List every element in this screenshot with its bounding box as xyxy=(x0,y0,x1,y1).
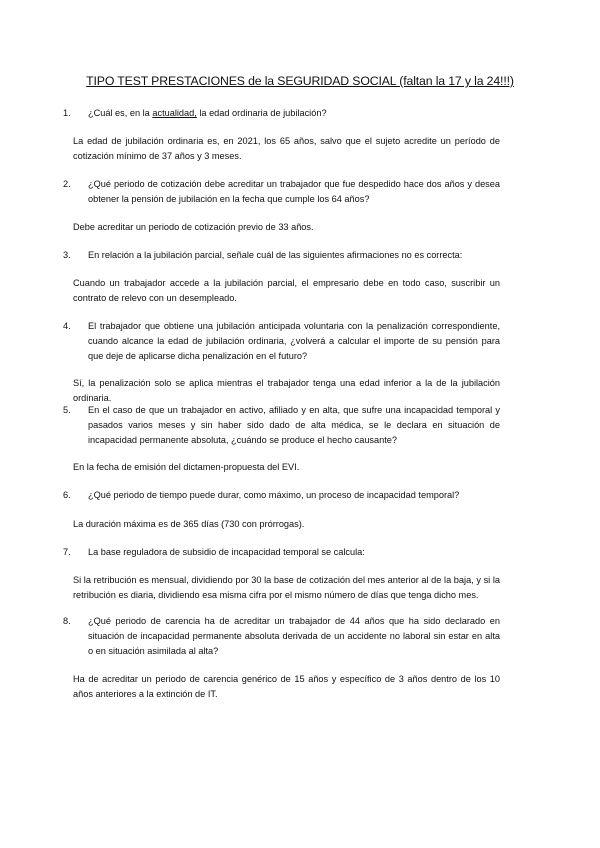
question-2 xyxy=(63,177,500,207)
question-number: 6. xyxy=(63,490,71,500)
document-title: TIPO TEST PRESTACIONES de la SEGURIDAD SOCIAL (faltan la 17 y la 24!!!) xyxy=(86,74,514,88)
answer-8: Ha de acreditar un periodo de carencia genérico de 15 años y específico de 3 años dentro de los 10 años anteriores a la extinción de IT. xyxy=(73,674,500,699)
answer-3: Cuando un trabajador accede a la jubilación parcial, el empresario debe en todo caso, suscribir un contrato de relevo con un desempleado. xyxy=(73,278,500,303)
question-text: En el caso de que un trabajador en activo, afiliado y en alta, que sufre una incapacidad temporal y pasados varios meses y sin haber sido dado de alta médica, se le declara en situación de incapacidad permanente absoluta, ¿cuándo se produce el hecho causante? xyxy=(88,405,500,445)
question-text: En relación a la jubilación parcial, señale cuál de las siguientes afirmaciones no es correcta: xyxy=(88,250,463,260)
question-text: La base reguladora de subsidio de incapacidad temporal se calcula: xyxy=(88,547,365,557)
answer-6: La duración máxima es de 365 días (730 con prórrogas). xyxy=(73,519,305,529)
question-7 xyxy=(63,545,500,560)
answer-4: Sí, la penalización solo se aplica mientras el trabajador tenga una edad inferior a la de la jubilación ordinaria. xyxy=(73,378,500,403)
question-4 xyxy=(63,319,500,364)
question-number: 3. xyxy=(63,250,71,260)
question-text-underlined: actualidad, xyxy=(152,108,197,118)
answer-1: La edad de jubilación ordinaria es, en 2021, los 65 años, salvo que el sujeto acredite un período de cotización mínimo de 37 años y 3 meses. xyxy=(73,136,500,161)
question-number: 7. xyxy=(63,547,71,557)
question-text: ¿Qué periodo de tiempo puede durar, como máximo, un proceso de incapacidad temporal? xyxy=(88,490,460,500)
question-number: 2. xyxy=(63,179,71,189)
question-6 xyxy=(63,488,500,503)
question-text: El trabajador que obtiene una jubilación anticipada voluntaria con la penalización correspondiente, cuando alcance la edad de jubilación ordinaria, ¿volverá a calcular el importe de su pensión para que deje de aplicarse dicha penalización en el futuro? xyxy=(88,321,500,361)
question-8 xyxy=(63,614,500,659)
answer-2: Debe acreditar un periodo de cotización previo de 33 años. xyxy=(73,222,314,232)
question-3 xyxy=(63,248,500,263)
question-text-pre: ¿Cuál es, en la xyxy=(88,108,153,118)
question-5 xyxy=(63,403,500,448)
question-1 xyxy=(63,106,500,121)
question-text-post: la edad ordinaria de jubilación? xyxy=(196,108,327,118)
answer-7: Si la retribución es mensual, dividiendo por 30 la base de cotización del mes anterior al de la baja, y si la retribución es diaria, dividiendo esa misma cifra por el mismo número de días que tenga dicho mes. xyxy=(73,575,500,600)
question-number: 1. xyxy=(63,108,71,118)
question-text: ¿Qué periodo de carencia ha de acreditar un trabajador de 44 años que ha sido declarado en situación de incapacidad permanente absoluta derivada de un accidente no laboral sin estar en alta o en situación asimilada al alta? xyxy=(88,616,500,656)
question-number: 5. xyxy=(63,405,71,415)
question-text: ¿Qué periodo de cotización debe acreditar un trabajador que fue despedido hace dos años y desea obtener la pensión de jubilación en la fecha que cumple los 64 años? xyxy=(88,179,500,204)
answer-5: En la fecha de emisión del dictamen-propuesta del EVI. xyxy=(73,462,300,472)
question-number: 4. xyxy=(63,321,71,331)
question-number: 8. xyxy=(63,616,71,626)
